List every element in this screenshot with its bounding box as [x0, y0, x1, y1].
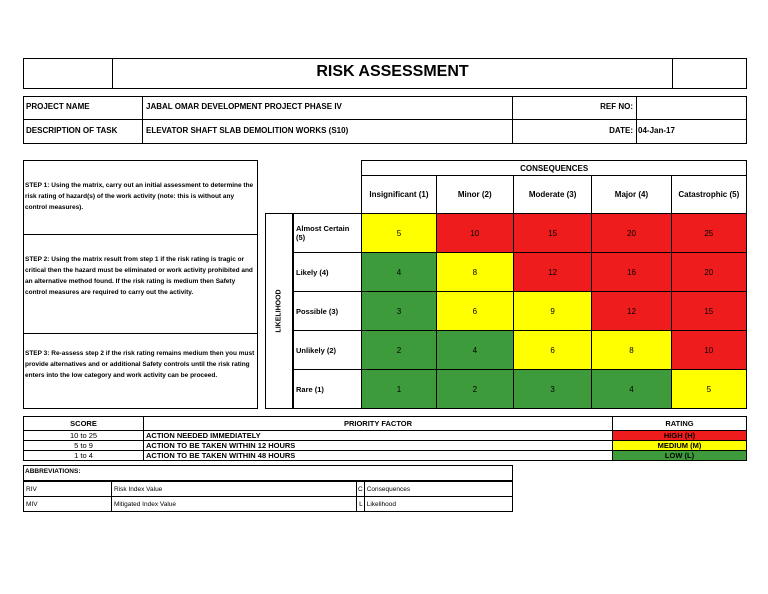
table-row	[24, 482, 513, 497]
row-label: Unlikely (2)	[294, 331, 362, 370]
risk-cell: 12	[592, 292, 671, 331]
abbr: MIV	[24, 497, 112, 512]
row-label: Possible (3)	[294, 292, 362, 331]
rating-badge: MEDIUM (M)	[613, 441, 747, 451]
abbr: C	[357, 482, 365, 497]
risk-cell: 4	[436, 331, 513, 370]
risk-cell: 6	[513, 331, 591, 370]
risk-cell: 9	[513, 292, 591, 331]
rating-badge: LOW (L)	[613, 451, 747, 461]
matrix-corner	[294, 161, 362, 176]
risk-cell: 15	[671, 292, 746, 331]
risk-cell: 2	[436, 370, 513, 409]
risk-cell: 16	[592, 253, 671, 292]
risk-cell: 3	[362, 292, 436, 331]
task-label: DESCRIPTION OF TASK	[26, 126, 118, 135]
date-value: 04-Jan-17	[638, 126, 675, 135]
priority-text: ACTION TO BE TAKEN WITHIN 12 HOURS	[144, 441, 613, 451]
row-label: Rare (1)	[294, 370, 362, 409]
rating-badge: HIGH (H)	[613, 431, 747, 441]
project-name-label: PROJECT NAME	[26, 102, 90, 111]
project-name-value: JABAL OMAR DEVELOPMENT PROJECT PHASE IV	[146, 102, 342, 111]
abbreviations-table	[23, 481, 513, 512]
risk-cell: 5	[671, 370, 746, 409]
column-header: Insignificant (1)	[362, 176, 436, 214]
abbr: L	[357, 497, 365, 512]
risk-cell: 8	[436, 253, 513, 292]
abbreviations-label-cell	[23, 465, 513, 481]
consequences-header: CONSEQUENCES	[362, 161, 747, 176]
title-left-cell	[23, 58, 113, 89]
row-label: Likely (4)	[294, 253, 362, 292]
matrix-row	[294, 253, 747, 292]
score-table	[23, 416, 747, 461]
risk-cell: 15	[513, 214, 591, 253]
risk-cell: 4	[362, 253, 436, 292]
consequence-columns	[294, 176, 747, 214]
page-title: RISK ASSESSMENT	[316, 63, 469, 80]
rating-header: RATING	[613, 417, 747, 431]
risk-cell: 4	[592, 370, 671, 409]
risk-cell: 10	[436, 214, 513, 253]
table-row	[24, 497, 513, 512]
column-header: Moderate (3)	[513, 176, 591, 214]
score-header: SCORE	[24, 417, 144, 431]
priority-text: ACTION NEEDED IMMEDIATELY	[144, 431, 613, 441]
risk-cell: 25	[671, 214, 746, 253]
risk-cell: 20	[592, 214, 671, 253]
title-right-cell	[672, 58, 747, 89]
risk-cell: 1	[362, 370, 436, 409]
score-range: 1 to 4	[24, 451, 144, 461]
matrix-row	[294, 214, 747, 253]
risk-cell: 12	[513, 253, 591, 292]
risk-cell: 8	[592, 331, 671, 370]
abbr-meaning: Consequences	[364, 482, 512, 497]
risk-cell: 10	[671, 331, 746, 370]
column-header: Catastrophic (5)	[671, 176, 746, 214]
risk-matrix	[293, 160, 747, 409]
step-2-text: STEP 2: Using the matrix result from step 1 if the risk rating is tragic or critical then the hazard must be eliminated or work activity prohibited and an alternative method found. If the risk rating is medium then Safety control measures are required to carry out the activity.	[25, 256, 253, 296]
abbr-meaning: Likelihood	[364, 497, 512, 512]
step-1-text: STEP 1: Using the matrix, carry out an initial assessment to determine the risk rating of hazard(s) of the work activity (note: this is without any control measures).	[25, 182, 254, 211]
ref-no-label: REF NO:	[600, 102, 633, 111]
matrix-row	[294, 331, 747, 370]
date-label: DATE:	[609, 126, 633, 135]
abbr-meaning: Risk Index Value	[112, 482, 357, 497]
table-row	[24, 441, 747, 451]
row-label: Almost Certain (5)	[294, 214, 362, 253]
priority-text: ACTION TO BE TAKEN WITHIN 48 HOURS	[144, 451, 613, 461]
priority-header: PRIORITY FACTOR	[144, 417, 613, 431]
risk-cell: 6	[436, 292, 513, 331]
risk-cell: 5	[362, 214, 436, 253]
abbr: RIV	[24, 482, 112, 497]
matrix-row	[294, 292, 747, 331]
task-value: ELEVATOR SHAFT SLAB DEMOLITION WORKS (S10)	[146, 126, 349, 135]
risk-cell: 3	[513, 370, 591, 409]
likelihood-label: LIKELIHOOD	[275, 289, 283, 333]
risk-cell: 20	[671, 253, 746, 292]
table-row	[24, 431, 747, 441]
abbr-meaning: Mitigated Index Value	[112, 497, 357, 512]
score-range: 10 to 25	[24, 431, 144, 441]
abbreviations-label: ABBREVIATIONS:	[25, 468, 81, 475]
score-range: 5 to 9	[24, 441, 144, 451]
column-header: Minor (2)	[436, 176, 513, 214]
table-row	[24, 451, 747, 461]
matrix-row	[294, 370, 747, 409]
column-header: Major (4)	[592, 176, 671, 214]
step-3-text: STEP 3: Re-assess step 2 if the risk rating remains medium then you must provide alternatives and or additional Safety controls until the risk rating enters into the low category and work activity can be proceed.	[25, 350, 255, 379]
risk-cell: 2	[362, 331, 436, 370]
